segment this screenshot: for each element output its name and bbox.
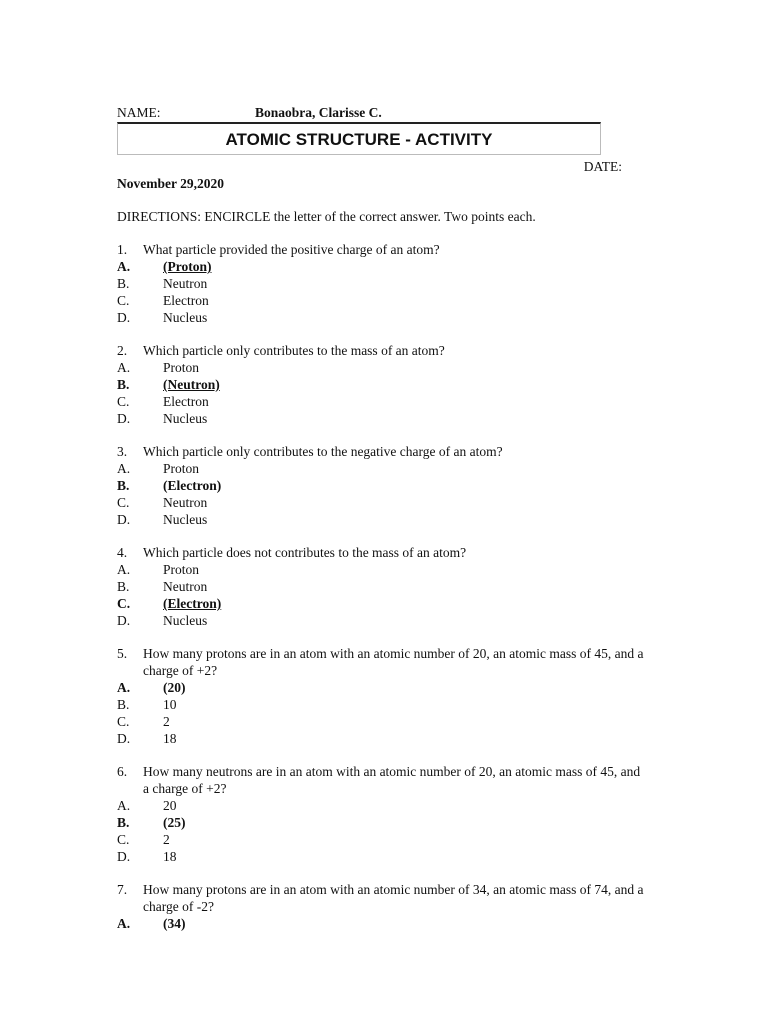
question-stem — [117, 645, 647, 679]
question-number: 1. — [117, 242, 128, 257]
choice-text: 2 — [163, 714, 170, 729]
choice-text: 10 — [163, 697, 177, 712]
choice-text: Neutron — [163, 579, 208, 594]
student-name: Bonaobra, Clarisse C. — [255, 105, 382, 120]
choice-text: (20) — [163, 680, 186, 695]
question-text: Which particle only contributes to the mass of an atom? — [143, 343, 445, 358]
question-list — [117, 241, 647, 948]
question-text: Which particle only contributes to the negative charge of an atom? — [143, 444, 503, 459]
choice-letter: D. — [117, 310, 131, 325]
choice-text: (Proton) — [163, 259, 212, 274]
choice-letter: D. — [117, 731, 131, 746]
choice-5b — [117, 696, 647, 713]
choice-letter: A. — [117, 562, 131, 577]
choice-letter: C. — [117, 394, 130, 409]
choice-5a — [117, 679, 647, 696]
choice-letter: C. — [117, 832, 130, 847]
question-text: How many neutrons are in an atom with an atomic number of 20, an atomic mass of 45, and a charge of +2? — [143, 764, 641, 796]
choice-5c — [117, 713, 647, 730]
choice-letter: A. — [117, 360, 131, 375]
question-stem — [117, 881, 647, 915]
choice-text: Nucleus — [163, 512, 208, 527]
question-2 — [117, 342, 647, 427]
choice-4b — [117, 578, 647, 595]
choice-text: (25) — [163, 815, 186, 830]
choice-6a — [117, 797, 647, 814]
choice-letter: C. — [117, 596, 131, 611]
choice-text: Nucleus — [163, 310, 208, 325]
choice-letter: C. — [117, 714, 130, 729]
choice-letter: A. — [117, 680, 131, 695]
question-number: 7. — [117, 882, 128, 897]
choice-letter: B. — [117, 697, 130, 712]
choice-text: 2 — [163, 832, 170, 847]
title-box — [117, 122, 601, 155]
choice-text: 20 — [163, 798, 177, 813]
choice-3d — [117, 511, 647, 528]
choice-text: (Neutron) — [163, 377, 220, 392]
choice-3a — [117, 460, 647, 477]
question-stem — [117, 342, 647, 359]
choice-2a — [117, 359, 647, 376]
choice-letter: B. — [117, 815, 130, 830]
choice-text: Nucleus — [163, 613, 208, 628]
choice-letter: D. — [117, 613, 131, 628]
choice-text: (Electron) — [163, 478, 222, 493]
question-stem — [117, 544, 647, 561]
choice-text: Electron — [163, 394, 209, 409]
question-number: 2. — [117, 343, 128, 358]
choice-letter: B. — [117, 377, 130, 392]
choice-letter: D. — [117, 512, 131, 527]
question-5 — [117, 645, 647, 747]
choice-letter: B. — [117, 478, 130, 493]
question-text: Which particle does not contributes to the mass of an atom? — [143, 545, 467, 560]
choice-text: Proton — [163, 360, 200, 375]
choice-letter: C. — [117, 495, 130, 510]
choice-6d — [117, 848, 647, 865]
question-6 — [117, 763, 647, 865]
choice-letter: A. — [117, 461, 131, 476]
date-label: DATE: — [583, 159, 622, 174]
choice-4a — [117, 561, 647, 578]
choice-text: Neutron — [163, 276, 208, 291]
choice-letter: A. — [117, 798, 131, 813]
choice-text: Nucleus — [163, 411, 208, 426]
choice-text: Neutron — [163, 495, 208, 510]
choice-letter: A. — [117, 259, 131, 274]
choice-text: (34) — [163, 916, 186, 931]
choice-4c — [117, 595, 647, 612]
question-stem — [117, 443, 647, 460]
choice-5d — [117, 730, 647, 747]
choice-text: Proton — [163, 461, 200, 476]
choice-letter: C. — [117, 293, 130, 308]
choice-text: 18 — [163, 849, 177, 864]
question-1 — [117, 241, 647, 326]
document-title: ATOMIC STRUCTURE - ACTIVITY — [225, 130, 493, 149]
question-stem — [117, 763, 647, 797]
question-4 — [117, 544, 647, 629]
question-7 — [117, 881, 647, 932]
question-text: How many protons are in an atom with an atomic number of 34, an atomic mass of 74, and a charge of -2? — [143, 882, 644, 914]
name-label: NAME: — [117, 105, 161, 120]
choice-6b — [117, 814, 647, 831]
choice-text: Proton — [163, 562, 200, 577]
question-number: 5. — [117, 646, 128, 661]
choice-4d — [117, 612, 647, 629]
choice-1d — [117, 309, 647, 326]
choice-letter: D. — [117, 411, 131, 426]
question-number: 6. — [117, 764, 128, 779]
choice-6c — [117, 831, 647, 848]
choice-2d — [117, 410, 647, 427]
question-number: 3. — [117, 444, 128, 459]
directions: DIRECTIONS: ENCIRCLE the letter of the correct answer. Two points each. — [117, 209, 536, 224]
choice-letter: B. — [117, 276, 130, 291]
question-text: What particle provided the positive charge of an atom? — [143, 242, 440, 257]
choice-2b — [117, 376, 647, 393]
choice-7a — [117, 915, 647, 932]
choice-text: (Electron) — [163, 596, 222, 611]
question-3 — [117, 443, 647, 528]
question-stem — [117, 241, 647, 258]
choice-2c — [117, 393, 647, 410]
choice-1c — [117, 292, 647, 309]
choice-letter: D. — [117, 849, 131, 864]
name-row — [117, 104, 601, 122]
choice-3b — [117, 477, 647, 494]
choice-letter: A. — [117, 916, 131, 931]
choice-1a — [117, 258, 647, 275]
choice-3c — [117, 494, 647, 511]
choice-text: Electron — [163, 293, 209, 308]
choice-text: 18 — [163, 731, 177, 746]
choice-letter: B. — [117, 579, 130, 594]
date-value: November 29,2020 — [117, 176, 224, 191]
question-text: How many protons are in an atom with an atomic number of 20, an atomic mass of 45, and a charge of +2? — [143, 646, 644, 678]
choice-1b — [117, 275, 647, 292]
question-number: 4. — [117, 545, 128, 560]
